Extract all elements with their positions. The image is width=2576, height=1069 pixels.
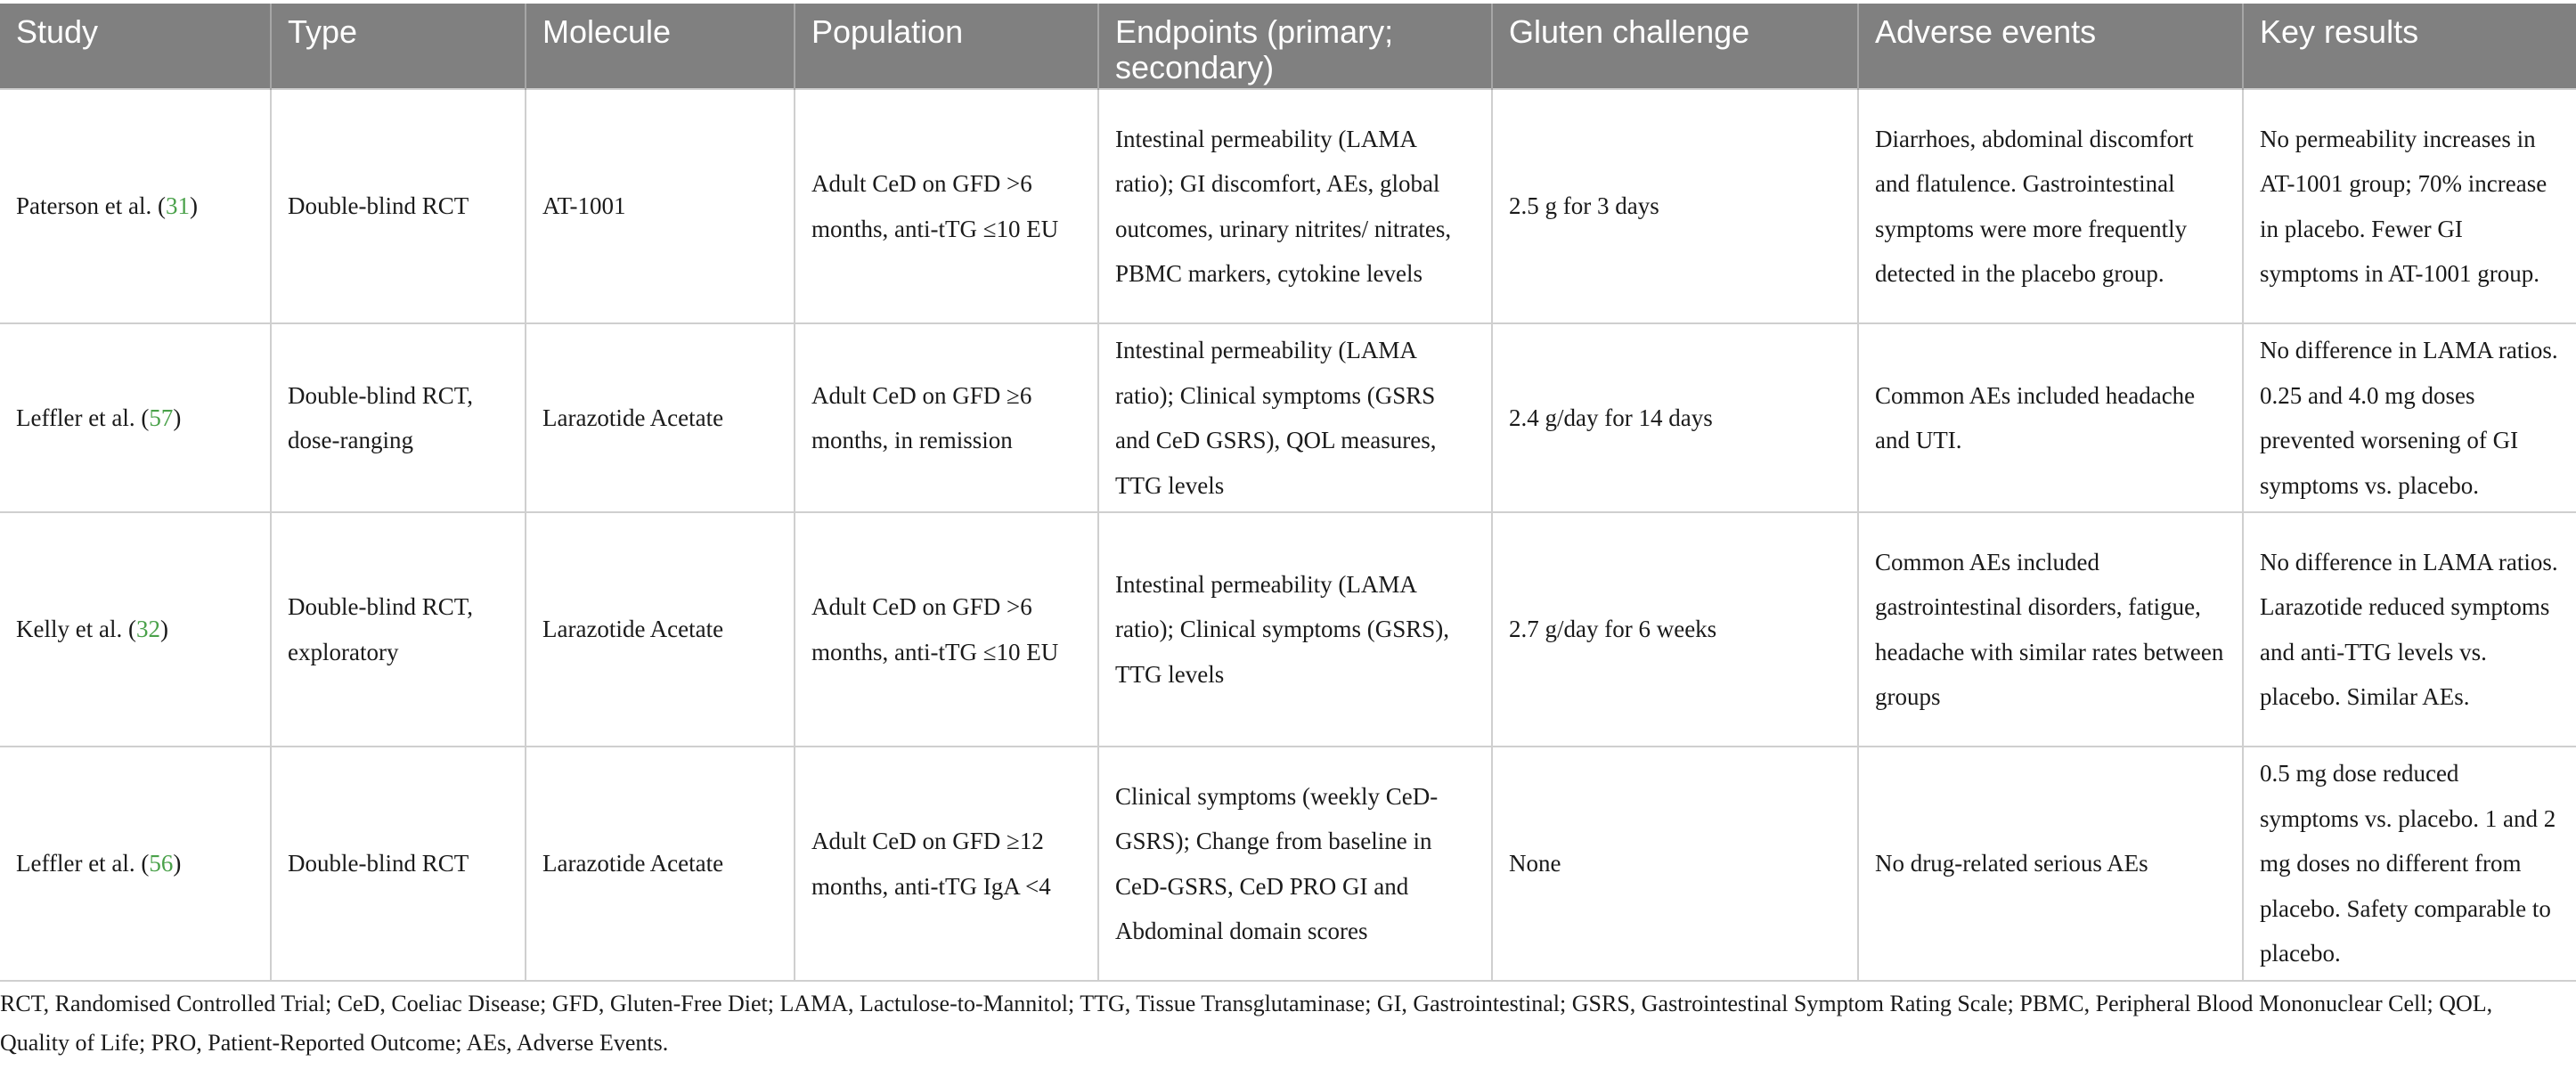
cell-study: Leffler et al. (56) (0, 747, 271, 981)
cell-endpoints: Intestinal permeability (LAMA ratio); GI discomfort, AEs, global outcomes, urinary nitrites/ nitrates, PBMC markers, cytokine levels (1098, 89, 1492, 323)
header-adverse-events: Adverse events (1858, 4, 2243, 89)
cell-type: Double-blind RCT (271, 89, 526, 323)
cell-type: Double-blind RCT, dose-ranging (271, 323, 526, 512)
cell-endpoints: Clinical symptoms (weekly CeD-GSRS); Change from baseline in CeD-GSRS, CeD PRO GI and Abdominal domain scores (1098, 747, 1492, 981)
header-gluten-challenge: Gluten challenge (1492, 4, 1858, 89)
cell-key-results: No permeability increases in AT-1001 group; 70% increase in placebo. Fewer GI symptoms in AT-1001 group. (2243, 89, 2576, 323)
cell-gluten-challenge: 2.5 g for 3 days (1492, 89, 1858, 323)
cell-endpoints: Intestinal permeability (LAMA ratio); Clinical symptoms (GSRS), TTG levels (1098, 512, 1492, 747)
cell-adverse-events: Common AEs included headache and UTI. (1858, 323, 2243, 512)
header-row (0, 4, 2576, 89)
cell-population: Adult CeD on GFD ≥12 months, anti-tTG IgA <4 (795, 747, 1098, 981)
study-name: Leffler et al. (16, 850, 135, 877)
cell-endpoints: Intestinal permeability (LAMA ratio); Clinical symptoms (GSRS and CeD GSRS), QOL measures, TTG levels (1098, 323, 1492, 512)
cell-gluten-challenge: None (1492, 747, 1858, 981)
study-name: Paterson et al. (16, 192, 152, 220)
cell-adverse-events: Diarrhoes, abdominal discomfort and flatulence. Gastrointestinal symptoms were more frequently detected in the placebo group. (1858, 89, 2243, 323)
header-molecule: Molecule (526, 4, 795, 89)
reference-link[interactable]: 32 (135, 616, 160, 643)
cell-population: Adult CeD on GFD >6 months, anti-tTG ≤10 EU (795, 89, 1098, 323)
study-name: Leffler et al. (16, 404, 135, 431)
cell-study: Kelly et al. (32) (0, 512, 271, 747)
table-row (0, 747, 2576, 981)
study-name: Kelly et al. (16, 616, 123, 643)
header-endpoints: Endpoints (primary; secondary) (1098, 4, 1492, 89)
cell-gluten-challenge: 2.7 g/day for 6 weeks (1492, 512, 1858, 747)
header-study: Study (0, 4, 271, 89)
cell-key-results: No difference in LAMA ratios. Larazotide reduced symptoms and anti-TTG levels vs. placebo. Similar AEs. (2243, 512, 2576, 747)
cell-molecule: Larazotide Acetate (526, 323, 795, 512)
reference-link[interactable]: 56 (149, 850, 174, 877)
cell-molecule: AT-1001 (526, 89, 795, 323)
table-row (0, 512, 2576, 747)
cell-molecule: Larazotide Acetate (526, 512, 795, 747)
cell-adverse-events: Common AEs included gastrointestinal disorders, fatigue, headache with similar rates between groups (1858, 512, 2243, 747)
cell-key-results: No difference in LAMA ratios. 0.25 and 4.0 mg doses prevented worsening of GI symptoms vs. placebo. (2243, 323, 2576, 512)
reference-link[interactable]: 57 (149, 404, 174, 431)
cell-study: Paterson et al. (31) (0, 89, 271, 323)
cell-adverse-events: No drug-related serious AEs (1858, 747, 2243, 981)
header-key-results: Key results (2243, 4, 2576, 89)
table-row (0, 89, 2576, 323)
table-row (0, 323, 2576, 512)
studies-table (0, 4, 2576, 982)
reference-link[interactable]: 31 (165, 192, 190, 220)
table-footnote: RCT, Randomised Controlled Trial; CeD, Coeliac Disease; GFD, Gluten-Free Diet; LAMA, Lactulose-to-Mannitol; TTG, Tissue Transglutaminase; GI, Gastrointestinal; GSRS, Gastrointestinal Symptom Rating Scale; PBMC, Peripheral Blood Mononuclear Cell; QOL, Quality of Life; PRO, Patient-Reported Outcome; AEs, Adverse Events. (0, 991, 2493, 1056)
cell-key-results: 0.5 mg dose reduced symptoms vs. placebo. 1 and 2 mg doses no different from placebo. Safety comparable to placebo. (2243, 747, 2576, 981)
cell-population: Adult CeD on GFD >6 months, anti-tTG ≤10 EU (795, 512, 1098, 747)
header-type: Type (271, 4, 526, 89)
cell-study: Leffler et al. (57) (0, 323, 271, 512)
cell-molecule: Larazotide Acetate (526, 747, 795, 981)
cell-type: Double-blind RCT, exploratory (271, 512, 526, 747)
cell-gluten-challenge: 2.4 g/day for 14 days (1492, 323, 1858, 512)
header-population: Population (795, 4, 1098, 89)
cell-population: Adult CeD on GFD ≥6 months, in remission (795, 323, 1098, 512)
cell-type: Double-blind RCT (271, 747, 526, 981)
